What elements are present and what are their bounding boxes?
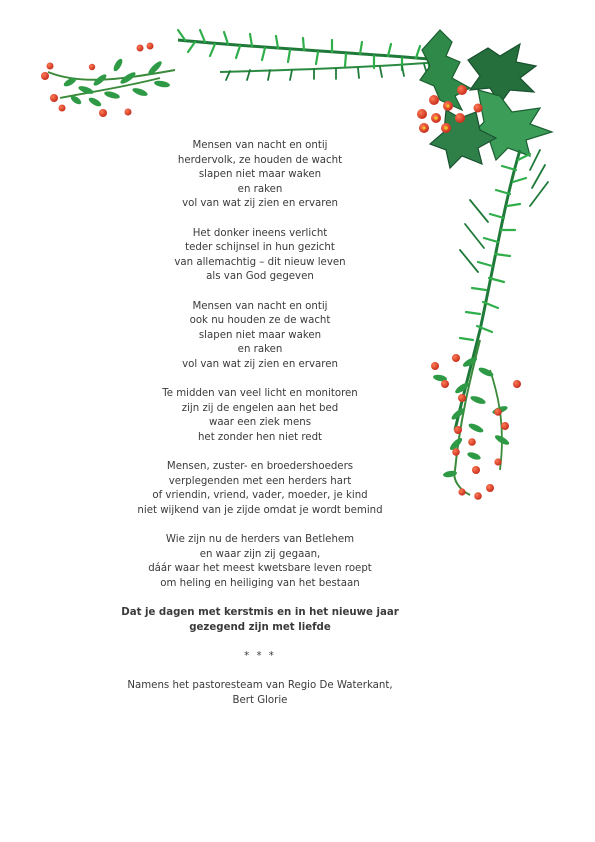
- poem-line: Te midden van veel licht en monitoren: [162, 388, 358, 400]
- signature-block: [120, 679, 400, 708]
- poem-line: teder schijnsel in hun gezicht: [185, 242, 335, 254]
- poem-line: slapen niet maar waken: [198, 329, 322, 341]
- poem-line: Mensen, zuster- en broedershoeders: [166, 461, 354, 473]
- top-left-berry-sprig-icon: [41, 43, 175, 118]
- right-pine-garland-icon: [455, 150, 548, 430]
- signature-line: Namens het pastoresteam van Regio De Waterkant,: [127, 679, 393, 691]
- poem-stanza-2: [120, 227, 400, 285]
- blessing-line: gezegend zijn met liefde: [189, 621, 331, 633]
- poem-line: herdervolk, ze houden de wacht: [177, 154, 343, 166]
- poem-line: dáár waar het meest kwetsbare leven roept: [148, 563, 372, 575]
- poem-line: verplegenden met een herders hart: [168, 475, 352, 487]
- poem-stanza-6: [120, 533, 400, 591]
- holly-leaves-icon: [420, 30, 552, 168]
- poem-line: slapen niet maar waken: [198, 169, 322, 181]
- poem-line: vol van wat zij zien en ervaren: [182, 358, 338, 370]
- poem-stanza-3: [120, 300, 400, 373]
- holly-berries-icon: [417, 85, 483, 133]
- poem-line: en raken: [237, 183, 283, 195]
- poem-stanza-1: [120, 139, 400, 212]
- poem-line: waar een ziek mens: [208, 417, 311, 429]
- top-pine-garland-icon: [178, 30, 440, 80]
- poem-line: van allemachtig – dit nieuw leven: [174, 256, 346, 268]
- poem-stanza-4: [120, 387, 400, 445]
- section-separator: * * *: [244, 650, 276, 662]
- poem-text: [120, 139, 400, 708]
- poem-line: en waar zijn zij gegaan,: [199, 548, 321, 560]
- poem-line: het zonder hen niet redt: [197, 431, 323, 443]
- poem-line: Mensen van nacht en ontij: [192, 300, 328, 312]
- poem-line: en raken: [237, 344, 283, 356]
- poem-line: Wie zijn nu de herders van Betlehem: [165, 534, 355, 546]
- poem-line: Het donker ineens verlicht: [192, 227, 328, 239]
- poem-line: niet wijkend van je zijde omdat je wordt bemind: [137, 504, 383, 516]
- poem-line: Mensen van nacht en ontij: [192, 140, 328, 151]
- christmas-blessing: [120, 606, 400, 635]
- poem-line: zijn zij de engelen aan het bed: [181, 402, 339, 414]
- poem-line: als van God gegeven: [206, 271, 314, 283]
- poem-line: of vriendin, vriend, vader, moeder, je kind: [152, 490, 368, 502]
- poem-stanza-5: [120, 460, 400, 518]
- poem-line: vol van wat zij zien en ervaren: [182, 198, 338, 210]
- poem-line: ook nu houden ze de wacht: [189, 315, 331, 327]
- lower-right-berry-sprig-icon: [431, 340, 521, 500]
- signature-name: Bert Glorie: [232, 694, 288, 706]
- blessing-line: Dat je dagen met kerstmis en in het nieuwe jaar: [121, 607, 399, 618]
- poem-line: om heling en heiliging van het bestaan: [160, 577, 360, 589]
